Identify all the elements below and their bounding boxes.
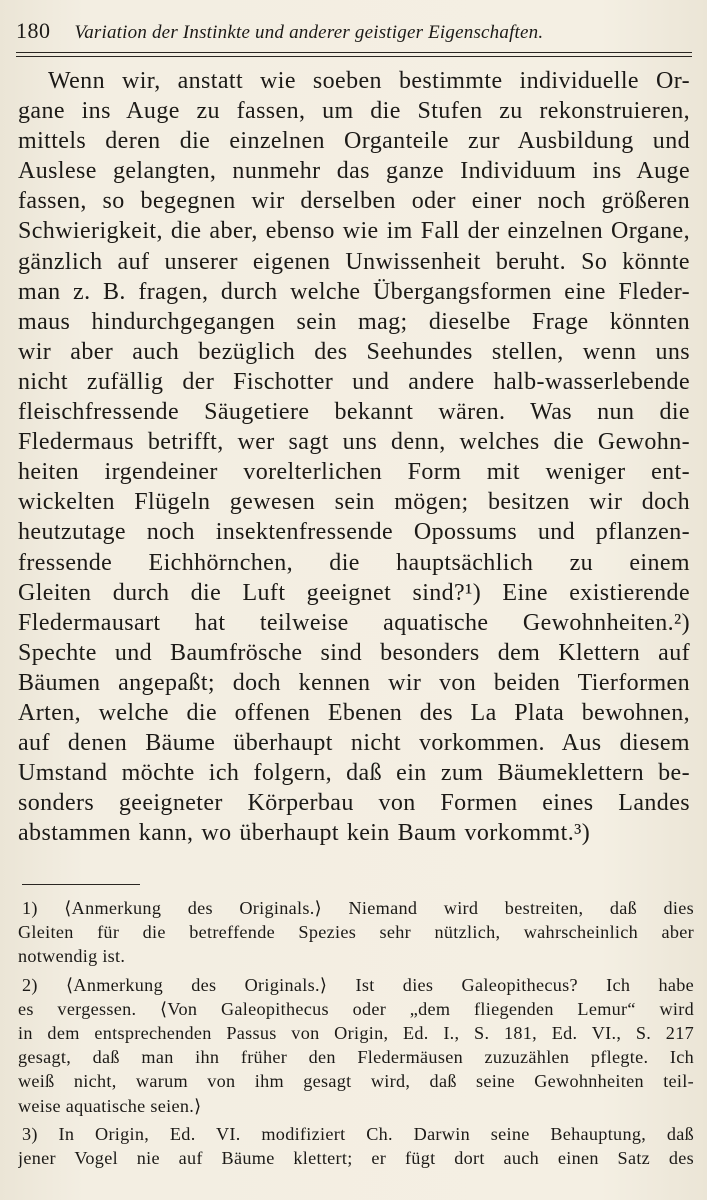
- footnote-line: es vergessen. ⟨Von Galeopithecus oder „dem fliegenden Lemur“ wird: [18, 998, 694, 1019]
- footnote-line: 3) In Origin, Ed. VI. modifiziert Ch. Darwin seine Behauptung, daß: [22, 1123, 694, 1144]
- page-number: 180: [16, 18, 51, 43]
- running-head: Variation der Instinkte und anderer geistiger Eigenschaften.: [74, 22, 544, 43]
- text-line: gane ins Auge zu fassen, um die Stufen zu rekonstruieren,: [18, 98, 690, 125]
- main-paragraph: [18, 66, 690, 848]
- page-header: [16, 18, 692, 48]
- footnote-line: jener Vogel nie auf Bäume klettert; er fügt dort auch einen Satz des: [18, 1147, 694, 1168]
- text-line: gänzlich auf unserer eigenen Unwissenheit beruht. So könnte: [18, 248, 690, 275]
- header-rule-top: [16, 52, 692, 53]
- text-line: heutzutage noch insektenfressende Opossums und pflanzen-: [18, 519, 690, 546]
- footnote-line: weiß nicht, warum von ihm gesagt wird, daß seine Gewohnheiten teil-: [18, 1071, 694, 1092]
- text-line: Spechte und Baumfrösche sind besonders dem Klettern auf: [18, 639, 690, 666]
- text-line: Fledermaus betrifft, wer sagt uns denn, welches die Gewohn-: [18, 429, 690, 456]
- footnote-2: [18, 973, 694, 1118]
- text-line: Wenn wir, anstatt wie soeben bestimmte individuelle Or-: [48, 68, 690, 94]
- footnotes: [18, 896, 694, 1170]
- footnote-line: 2) ⟨Anmerkung des Originals.⟩ Ist dies Galeopithecus? Ich habe: [22, 974, 694, 995]
- text-line: Bäumen angepaßt; doch kennen wir von beiden Tierformen: [18, 669, 690, 696]
- footnote-line: in dem entsprechenden Passus von Origin, Ed. I., S. 181, Ed. VI., S. 217: [18, 1022, 694, 1043]
- text-line: fassen, so begegnen wir derselben oder einer noch größeren: [18, 188, 690, 215]
- text-line: fressende Eichhörnchen, die hauptsächlich zu einem: [18, 549, 690, 576]
- footnote-line: weise aquatische seien.⟩: [18, 1095, 202, 1116]
- text-line: nicht zufällig der Fischotter und andere halb-wasserlebende: [18, 368, 690, 395]
- footnote-line: gesagt, daß man ihn früher den Fledermäusen zuzuzählen pflegte. Ich: [18, 1047, 694, 1068]
- text-line: sonders geeigneter Körperbau von Formen eines Landes: [18, 790, 690, 817]
- text-line: Umstand möchte ich folgern, daß ein zum Bäumeklettern be-: [18, 760, 690, 787]
- footnote-line: Gleiten für die betreffende Spezies sehr nützlich, wahrscheinlich aber: [18, 922, 694, 943]
- text-line: Schwierigkeit, die aber, ebenso wie im Fall der einzelnen Organe,: [18, 218, 690, 245]
- footnote-3: [18, 1122, 694, 1170]
- text-line: fleischfressende Säugetiere bekannt wären. Was nun die: [18, 399, 690, 426]
- footnote-line: notwendig ist.: [18, 946, 126, 967]
- text-line: mittels deren die einzelnen Organteile zur Ausbildung und: [18, 128, 690, 155]
- text-line: heiten irgendeiner vorelterlichen Form mit weniger ent-: [18, 459, 690, 486]
- footnote-line: 1) ⟨Anmerkung des Originals.⟩ Niemand wird bestreiten, daß dies: [22, 898, 694, 918]
- text-line: Arten, welche die offenen Ebenen des La Plata bewohnen,: [18, 699, 690, 726]
- text-line: Fledermausart hat teilweise aquatische Gewohnheiten.²): [18, 609, 690, 636]
- text-line: wir aber auch bezüglich des Seehundes stellen, wenn uns: [18, 338, 690, 365]
- text-line: abstammen kann, wo überhaupt kein Baum vorkommt.³): [18, 820, 591, 847]
- text-line: wickelten Flügeln gewesen sein mögen; besitzen wir doch: [18, 489, 690, 516]
- header-rule-bottom: [16, 56, 692, 57]
- footnote-1: [18, 896, 694, 969]
- text-line: auf denen Bäume überhaupt nicht vorkommen. Aus diesem: [18, 730, 690, 757]
- footnote-separator: [22, 884, 140, 885]
- text-line: Gleiten durch die Luft geeignet sind?¹) Eine existierende: [18, 579, 690, 606]
- text-line: man z. B. fragen, durch welche Übergangsformen eine Fleder-: [18, 278, 690, 305]
- text-line: Auslese gelangten, nunmehr das ganze Individuum ins Auge: [18, 158, 690, 185]
- text-line: maus hindurchgegangen sein mag; dieselbe Frage könnten: [18, 308, 690, 335]
